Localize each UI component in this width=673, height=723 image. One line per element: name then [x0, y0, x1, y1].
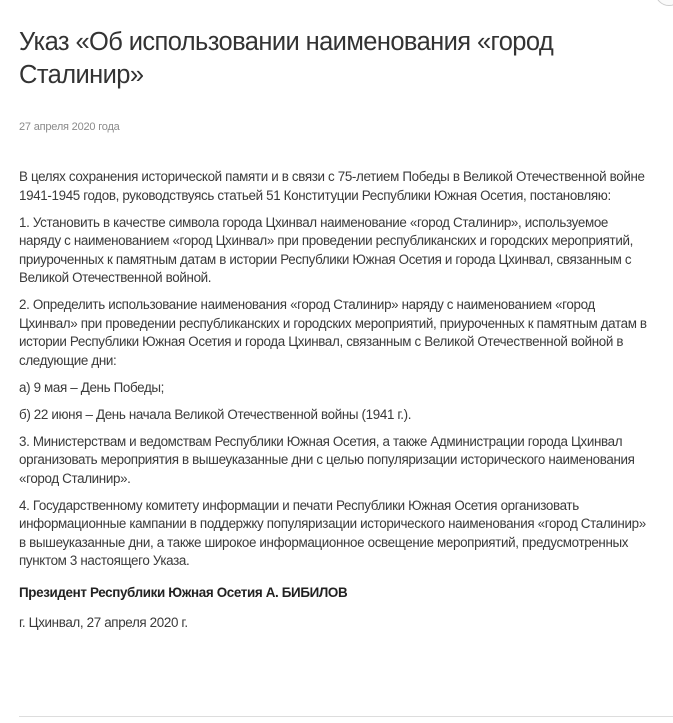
clause-2b-paragraph: б) 22 июня – День начала Великой Отечественной войны (1941 г.). [19, 406, 412, 422]
article-body [19, 168, 649, 633]
publication-date: 27 апреля 2020 года [19, 121, 120, 133]
bottom-divider [19, 716, 673, 717]
signature: Президент Республики Южная Осетия А. БИБИЛОВ [19, 584, 348, 600]
clause-3-paragraph: 3. Министерствам и ведомствам Республики Южная Осетия, а также Администрации города Цхинвал организовать мероприятия в вышеуказанные дни с целью популяризации исторического наименования «город Сталинир». [19, 433, 635, 486]
corner-circle-button[interactable] [655, 0, 673, 6]
article [19, 26, 649, 641]
clause-2a-paragraph: а) 9 мая – День Победы; [19, 379, 165, 395]
place-and-date: г. Цхинвал, 27 апреля 2020 г. [19, 615, 188, 630]
clause-2-paragraph: 2. Определить использование наименования «город Сталинир» наряду с наименованием «город Цхинвал» при проведении республиканских и городских мероприятий, приуроченных к памятным датам в истории Республики Южная Осетия и города Цхинвал, связанным с Великой Отечественной войной в следующие дни: [19, 297, 647, 368]
preamble-paragraph: В целях сохранения исторической памяти и в связи с 75-летием Победы в Великой Отечественной войне 1941-1945 годов, руководствуясь статьей 51 Конституции Республики Южная Осетия, постановляю: [19, 169, 645, 203]
clause-4-paragraph: 4. Государственному комитету информации и печати Республики Южная Осетия организовать информационные кампании в поддержку популяризации исторического наименования «город Сталинир» в вышеуказанные дни, а также широкое информационное освещение мероприятий, предусмотренных пунктом 3 настоящего Указа. [19, 497, 646, 568]
article-title: Указ «Об использовании наименования «город Сталинир» [19, 28, 554, 89]
clause-1-paragraph: 1. Установить в качестве символа города Цхинвал наименование «город Сталинир», используемое наряду с наименованием «город Цхинвал» при проведении республиканских и городских мероприятий, приуроченных к памятным датам в истории Республики Южная Осетия и города Цхинвал, связанным с Великой Отечественной войной. [19, 214, 633, 285]
